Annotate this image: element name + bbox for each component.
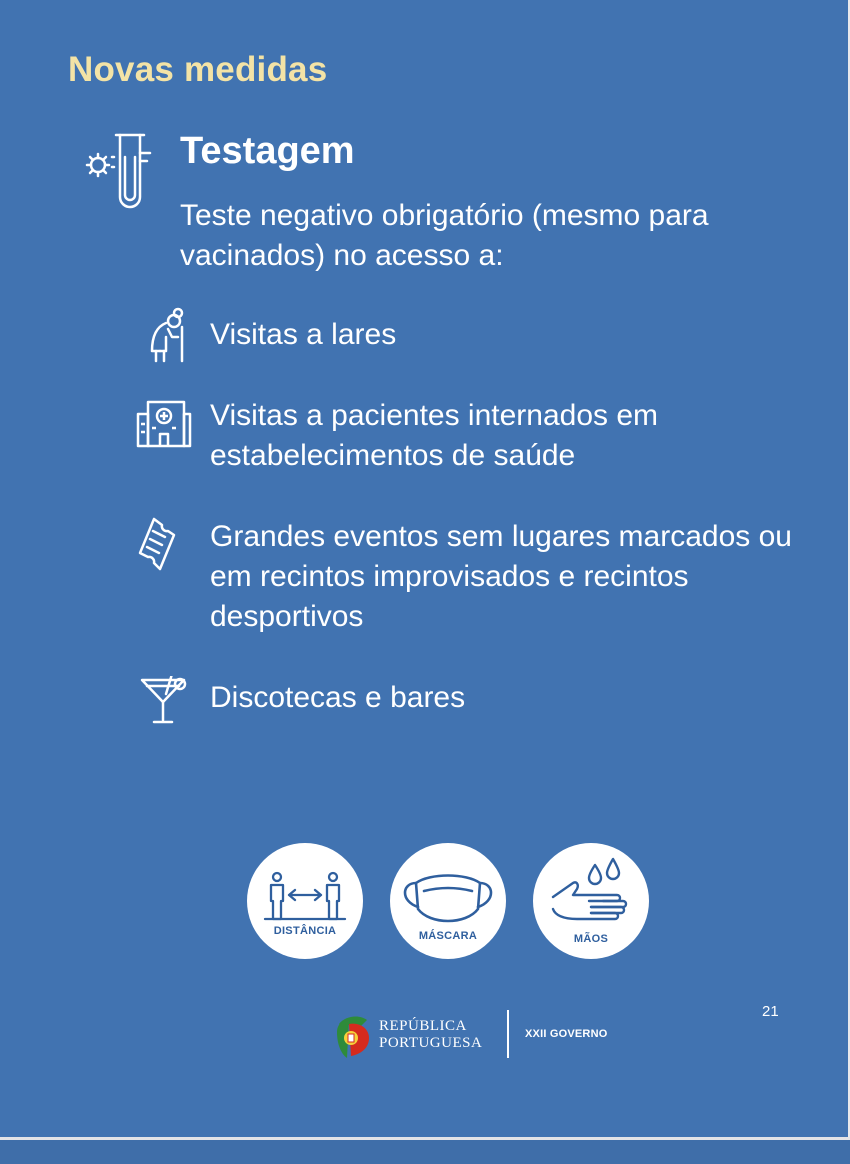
list-item-text: Visitas a pacientes internados em estabelecimentos de saúde [210, 399, 659, 472]
list-item-text: Visitas a lares [210, 318, 397, 351]
test-tube-virus-icon [84, 127, 156, 223]
badge-hands [533, 843, 649, 959]
portugal-emblem-icon [335, 1014, 371, 1060]
brand-name [379, 1018, 482, 1052]
distance-icon [247, 843, 363, 959]
list-item-text: Discotecas e bares [210, 681, 466, 714]
list-item-bars [132, 676, 832, 736]
elderly-person-icon [132, 307, 196, 371]
section-heading: Testagem [180, 130, 355, 172]
brand-line: REPÚBLICA [379, 1018, 467, 1034]
page-number: 21 [762, 1003, 779, 1020]
government-label: XXII GOVERNO [525, 1028, 608, 1040]
page-title: Novas medidas [68, 50, 328, 89]
badge-label: DISTÂNCIA [273, 925, 337, 937]
list-item-text: Grandes eventos sem lugares marcados ou em recintos improvisados e recintos desportivos [210, 520, 792, 633]
ticket-icon [132, 517, 196, 581]
list-item-lares [132, 307, 832, 367]
brand-line: PORTUGUESA [379, 1035, 483, 1051]
badge-label: MÃOS [573, 933, 609, 945]
section-intro: Teste negativo obrigatório (mesmo para vacinados) no acesso a: [180, 199, 709, 272]
cocktail-icon [132, 676, 196, 740]
badge-mask [390, 843, 506, 959]
badge-label: MÁSCARA [418, 930, 478, 942]
logo-divider [507, 1010, 509, 1058]
page-bottom-edge [0, 1137, 850, 1164]
government-logo [335, 1010, 635, 1062]
badge-distance [247, 843, 363, 959]
hospital-icon [132, 396, 196, 460]
list-item-events [132, 517, 832, 641]
list-item-hospital [132, 396, 832, 480]
